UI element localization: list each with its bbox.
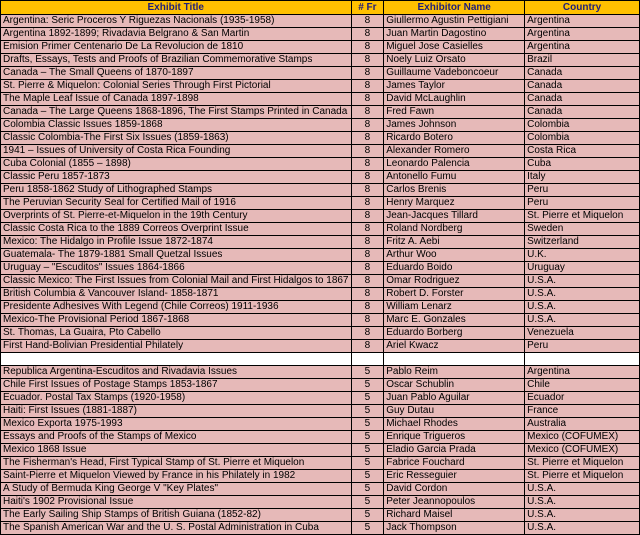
cell-frames: 8: [351, 236, 384, 249]
cell-frames: 5: [351, 509, 384, 522]
header-frames: # Fr: [351, 1, 384, 15]
cell-exhibitor-name: Alexander Romero: [384, 145, 525, 158]
cell-frames: 8: [351, 54, 384, 67]
table-row: [1, 522, 640, 535]
table-row: [1, 405, 640, 418]
cell-frames: 8: [351, 67, 384, 80]
cell-country: Argentina: [525, 366, 640, 379]
table-body-5-frames: [1, 366, 640, 535]
cell-frames: 5: [351, 470, 384, 483]
cell-exhibitor-name: Eric Resseguier: [384, 470, 525, 483]
table-row: [1, 236, 640, 249]
table-row: [1, 301, 640, 314]
cell-country: France: [525, 405, 640, 418]
table-row: [1, 314, 640, 327]
cell-country: U.S.A.: [525, 522, 640, 535]
cell-exhibitor-name: Miguel Jose Casielles: [384, 41, 525, 54]
cell-exhibit-title: Haiti: First Issues (1881-1887): [1, 405, 352, 418]
cell-exhibitor-name: Henry Marquez: [384, 197, 525, 210]
cell-country: Mexico (COFUMEX): [525, 444, 640, 457]
cell-exhibit-title: Overprints of St. Pierre-et-Miquelon in the 19th Century: [1, 210, 352, 223]
cell-exhibitor-name: William Lenarz: [384, 301, 525, 314]
cell-frames: 8: [351, 15, 384, 28]
table-row: [1, 67, 640, 80]
cell-frames: 5: [351, 496, 384, 509]
cell-exhibitor-name: Eduardo Boido: [384, 262, 525, 275]
table-row: [1, 340, 640, 353]
cell-exhibitor-name: Arthur Woo: [384, 249, 525, 262]
cell-frames: 8: [351, 132, 384, 145]
cell-country: U.S.A.: [525, 496, 640, 509]
table-row: [1, 444, 640, 457]
cell-country: U.S.A.: [525, 275, 640, 288]
cell-exhibit-title: Mexico: The Hidalgo in Profile Issue 1872-1874: [1, 236, 352, 249]
cell-country: Peru: [525, 184, 640, 197]
cell-frames: 8: [351, 171, 384, 184]
cell-country: U.K.: [525, 249, 640, 262]
cell-exhibit-title: Guatemala- The 1879-1881 Small Quetzal Issues: [1, 249, 352, 262]
cell-exhibitor-name: Fred Fawn: [384, 106, 525, 119]
cell-country: Canada: [525, 93, 640, 106]
cell-frames: 8: [351, 145, 384, 158]
cell-frames: 5: [351, 522, 384, 535]
cell-exhibit-title: The Early Sailing Ship Stamps of British Guiana (1852-82): [1, 509, 352, 522]
cell-exhibitor-name: Jean-Jacques Tillard: [384, 210, 525, 223]
cell-country: Argentina: [525, 41, 640, 54]
table-row: [1, 80, 640, 93]
cell-exhibitor-name: James Johnson: [384, 119, 525, 132]
table-row: [1, 470, 640, 483]
cell-exhibitor-name: Juan Pablo Aguilar: [384, 392, 525, 405]
cell-exhibitor-name: Roland Nordberg: [384, 223, 525, 236]
blank-cell: [1, 353, 352, 366]
cell-exhibit-title: Cuba Colonial (1855 – 1898): [1, 158, 352, 171]
cell-country: Chile: [525, 379, 640, 392]
cell-exhibitor-name: Guy Dutau: [384, 405, 525, 418]
cell-exhibit-title: Ecuador. Postal Tax Stamps (1920-1958): [1, 392, 352, 405]
cell-exhibit-title: Classic Peru 1857-1873: [1, 171, 352, 184]
table-row: [1, 483, 640, 496]
cell-country: Colombia: [525, 132, 640, 145]
table-row: [1, 197, 640, 210]
table-row: [1, 210, 640, 223]
cell-frames: 8: [351, 275, 384, 288]
table-row: [1, 249, 640, 262]
cell-exhibitor-name: Pablo Reim: [384, 366, 525, 379]
cell-exhibit-title: Drafts, Essays, Tests and Proofs of Brazilian Commemorative Stamps: [1, 54, 352, 67]
cell-frames: 8: [351, 301, 384, 314]
cell-exhibitor-name: Leonardo Palencia: [384, 158, 525, 171]
table-body-8-frames: [1, 15, 640, 353]
cell-exhibitor-name: Fritz A. Aebi: [384, 236, 525, 249]
table-row: [1, 171, 640, 184]
cell-exhibitor-name: Eladio Garcia Prada: [384, 444, 525, 457]
cell-frames: 8: [351, 119, 384, 132]
table-header: [1, 1, 640, 15]
cell-exhibit-title: Classic Costa Rica to the 1889 Correos Overprint Issue: [1, 223, 352, 236]
cell-exhibit-title: Colombia Classic Issues 1859-1868: [1, 119, 352, 132]
cell-exhibit-title: Classic Mexico: The First Issues from Colonial Mail and First Hidalgos to 1867: [1, 275, 352, 288]
cell-exhibit-title: A Study of Bermuda King George V "Key Plates": [1, 483, 352, 496]
table-row: [1, 93, 640, 106]
table-row: [1, 41, 640, 54]
cell-frames: 5: [351, 483, 384, 496]
table-row: [1, 496, 640, 509]
header-row: [1, 1, 640, 15]
table-row: [1, 145, 640, 158]
cell-exhibitor-name: Eduardo Borberg: [384, 327, 525, 340]
cell-exhibitor-name: Richard Maisel: [384, 509, 525, 522]
table-row: [1, 132, 640, 145]
cell-frames: 5: [351, 379, 384, 392]
cell-exhibit-title: British Columbia & Vancouver Island- 1858-1871: [1, 288, 352, 301]
table-row: [1, 184, 640, 197]
header-exhibitor-name: Exhibitor Name: [384, 1, 525, 15]
header-country: Country: [525, 1, 640, 15]
cell-exhibitor-name: Enrique Trigueros: [384, 431, 525, 444]
cell-frames: 5: [351, 444, 384, 457]
cell-exhibit-title: Chile First Issues of Postage Stamps 1853-1867: [1, 379, 352, 392]
cell-exhibit-title: Mexico 1868 Issue: [1, 444, 352, 457]
cell-country: Brazil: [525, 54, 640, 67]
table-row: [1, 54, 640, 67]
cell-frames: 8: [351, 158, 384, 171]
cell-frames: 8: [351, 288, 384, 301]
cell-frames: 8: [351, 210, 384, 223]
cell-exhibit-title: Uruguay – "Escuditos" Issues 1864-1866: [1, 262, 352, 275]
table-row: [1, 106, 640, 119]
cell-exhibitor-name: David McLaughlin: [384, 93, 525, 106]
cell-frames: 8: [351, 340, 384, 353]
cell-exhibit-title: Saint-Pierre et Miquelon Viewed by France in his Philately in 1982: [1, 470, 352, 483]
blank-cell: [351, 353, 384, 366]
blank-cell: [384, 353, 525, 366]
cell-exhibitor-name: Marc E. Gonzales: [384, 314, 525, 327]
cell-country: Argentina: [525, 15, 640, 28]
cell-exhibit-title: Canada – The Small Queens of 1870-1897: [1, 67, 352, 80]
cell-country: St. Pierre et Miquelon: [525, 457, 640, 470]
cell-exhibitor-name: Michael Rhodes: [384, 418, 525, 431]
table-row: [1, 379, 640, 392]
cell-exhibitor-name: Oscar Schublin: [384, 379, 525, 392]
cell-exhibitor-name: Jack Thompson: [384, 522, 525, 535]
table-row: [1, 327, 640, 340]
cell-frames: 8: [351, 184, 384, 197]
cell-exhibitor-name: David Cordon: [384, 483, 525, 496]
cell-exhibitor-name: Juan Martin Dagostino: [384, 28, 525, 41]
cell-exhibitor-name: Omar Rodriguez: [384, 275, 525, 288]
table-row: [1, 275, 640, 288]
cell-country: Canada: [525, 106, 640, 119]
cell-frames: 8: [351, 327, 384, 340]
cell-country: Italy: [525, 171, 640, 184]
cell-exhibit-title: Republica Argentina-Escuditos and Rivadavia Issues: [1, 366, 352, 379]
cell-exhibitor-name: Antonello Fumu: [384, 171, 525, 184]
cell-exhibit-title: Essays and Proofs of the Stamps of Mexico: [1, 431, 352, 444]
cell-exhibit-title: Mexico Exporta 1975-1993: [1, 418, 352, 431]
cell-country: St. Pierre et Miquelon: [525, 210, 640, 223]
table-row: [1, 223, 640, 236]
table-row: [1, 431, 640, 444]
cell-exhibit-title: St. Pierre & Miquelon: Colonial Series Through First Pictorial: [1, 80, 352, 93]
cell-frames: 8: [351, 106, 384, 119]
cell-frames: 5: [351, 457, 384, 470]
cell-country: U.S.A.: [525, 314, 640, 327]
cell-exhibit-title: Canada – The Large Queens 1868-1896, The First Stamps Printed in Canada: [1, 106, 352, 119]
cell-frames: 8: [351, 93, 384, 106]
cell-exhibit-title: Argentina 1892-1899; Rivadavia Belgrano & San Martin: [1, 28, 352, 41]
table-row: [1, 288, 640, 301]
cell-exhibit-title: The Fisherman's Head, First Typical Stamp of St. Pierre et Miquelon: [1, 457, 352, 470]
cell-frames: 8: [351, 80, 384, 93]
cell-exhibit-title: Argentina: Seric Proceros Y Riguezas Nacionals (1935-1958): [1, 15, 352, 28]
cell-exhibit-title: The Maple Leaf Issue of Canada 1897-1898: [1, 93, 352, 106]
cell-exhibitor-name: Peter Jeannopoulos: [384, 496, 525, 509]
cell-country: Australia: [525, 418, 640, 431]
table-row: [1, 392, 640, 405]
table-row: [1, 418, 640, 431]
cell-country: Colombia: [525, 119, 640, 132]
cell-exhibitor-name: Carlos Brenis: [384, 184, 525, 197]
cell-frames: 5: [351, 431, 384, 444]
cell-country: U.S.A.: [525, 509, 640, 522]
cell-country: Canada: [525, 67, 640, 80]
cell-frames: 8: [351, 262, 384, 275]
table-row: [1, 457, 640, 470]
table-row: [1, 15, 640, 28]
blank-cell: [525, 353, 640, 366]
cell-exhibitor-name: Noely Luiz Orsato: [384, 54, 525, 67]
table-row: [1, 509, 640, 522]
cell-exhibitor-name: Guillaume Vadeboncoeur: [384, 67, 525, 80]
cell-exhibit-title: St. Thomas, La Guaira, Pto Cabello: [1, 327, 352, 340]
cell-exhibit-title: Presidente Adhesives With Legend (Chile Correos) 1911-1936: [1, 301, 352, 314]
cell-frames: 5: [351, 392, 384, 405]
cell-country: Mexico (COFUMEX): [525, 431, 640, 444]
cell-exhibitor-name: James Taylor: [384, 80, 525, 93]
cell-exhibit-title: Mexico-The Provisional Period 1867-1868: [1, 314, 352, 327]
cell-exhibitor-name: Ricardo Botero: [384, 132, 525, 145]
cell-country: U.S.A.: [525, 301, 640, 314]
cell-exhibit-title: First Hand-Bolivian Presidential Philately: [1, 340, 352, 353]
cell-exhibit-title: Classic Colombia-The First Six Issues (1859-1863): [1, 132, 352, 145]
cell-country: Peru: [525, 197, 640, 210]
cell-frames: 8: [351, 249, 384, 262]
cell-country: Sweden: [525, 223, 640, 236]
cell-frames: 8: [351, 314, 384, 327]
cell-frames: 8: [351, 223, 384, 236]
cell-exhibitor-name: Fabrice Fouchard: [384, 457, 525, 470]
table-row: [1, 28, 640, 41]
cell-exhibit-title: The Spanish American War and the U. S. Postal Administration in Cuba: [1, 522, 352, 535]
blank-row: [1, 353, 640, 366]
cell-country: Uruguay: [525, 262, 640, 275]
table-row: [1, 158, 640, 171]
cell-frames: 5: [351, 405, 384, 418]
cell-exhibitor-name: Ariel Kwacz: [384, 340, 525, 353]
cell-country: U.S.A.: [525, 483, 640, 496]
cell-exhibit-title: Emision Primer Centenario De La Revolucion de 1810: [1, 41, 352, 54]
cell-country: Costa Rica: [525, 145, 640, 158]
cell-frames: 8: [351, 41, 384, 54]
cell-frames: 8: [351, 197, 384, 210]
table-separator: [1, 353, 640, 366]
cell-country: St. Pierre et Miquelon: [525, 470, 640, 483]
header-exhibit-title: Exhibit Title: [1, 1, 352, 15]
table-row: [1, 119, 640, 132]
cell-country: Argentina: [525, 28, 640, 41]
table-row: [1, 366, 640, 379]
cell-exhibit-title: The Peruvian Security Seal for Certified Mail of 1916: [1, 197, 352, 210]
cell-exhibit-title: 1941 – Issues of University of Costa Rica Founding: [1, 145, 352, 158]
cell-frames: 8: [351, 28, 384, 41]
cell-exhibitor-name: Robert D. Forster: [384, 288, 525, 301]
cell-country: U.S.A.: [525, 288, 640, 301]
cell-country: Venezuela: [525, 327, 640, 340]
cell-country: Cuba: [525, 158, 640, 171]
table-row: [1, 262, 640, 275]
cell-country: Peru: [525, 340, 640, 353]
cell-exhibit-title: Haiti's 1902 Provisional Issue: [1, 496, 352, 509]
cell-country: Ecuador: [525, 392, 640, 405]
cell-frames: 5: [351, 366, 384, 379]
cell-country: Canada: [525, 80, 640, 93]
cell-frames: 5: [351, 418, 384, 431]
cell-exhibitor-name: Giullermo Agustin Pettigiani: [384, 15, 525, 28]
cell-country: Switzerland: [525, 236, 640, 249]
cell-exhibit-title: Peru 1858-1862 Study of Lithographed Stamps: [1, 184, 352, 197]
